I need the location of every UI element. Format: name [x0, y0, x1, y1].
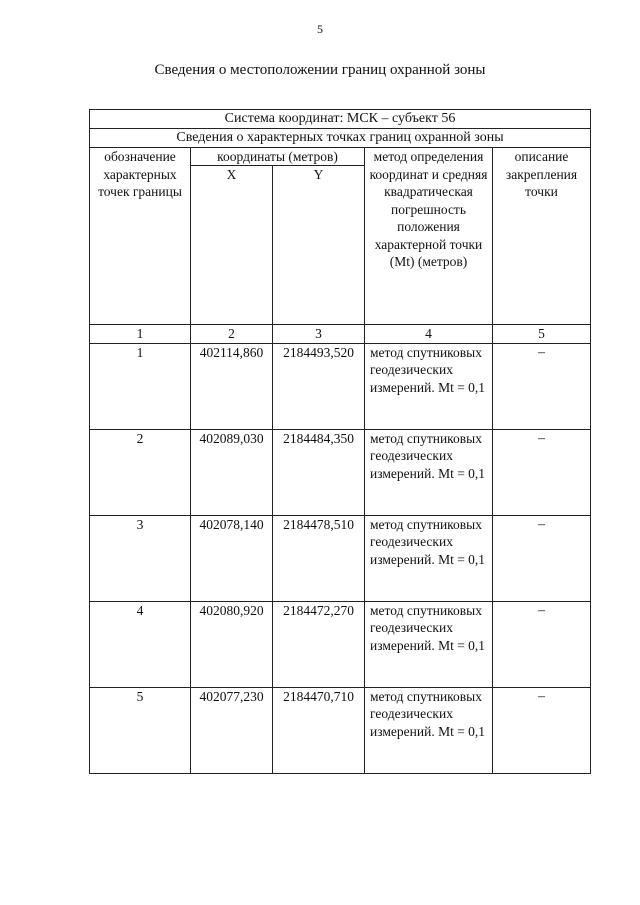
header-point-designation: обозначение характерных точек границы — [90, 148, 191, 325]
y-cell: 2184484,350 — [273, 429, 365, 515]
description-cell: – — [493, 429, 591, 515]
point-cell: 5 — [90, 687, 191, 773]
y-cell: 2184478,510 — [273, 515, 365, 601]
column-number-row — [90, 325, 591, 344]
point-cell: 4 — [90, 601, 191, 687]
coordinate-system-row — [90, 110, 591, 129]
point-cell: 1 — [90, 343, 191, 429]
point-cell: 3 — [90, 515, 191, 601]
x-cell: 402078,140 — [191, 515, 273, 601]
description-cell: – — [493, 343, 591, 429]
header-y: Y — [273, 166, 365, 325]
column-number-5: 5 — [493, 325, 591, 344]
header-row — [90, 148, 591, 166]
point-cell: 2 — [90, 429, 191, 515]
method-cell: метод спутниковых геодезических измерений. Mt = 0,1 — [365, 343, 493, 429]
table-row — [90, 601, 591, 687]
method-cell: метод спутниковых геодезических измерений. Mt = 0,1 — [365, 601, 493, 687]
table-row — [90, 343, 591, 429]
column-number-3: 3 — [273, 325, 365, 344]
coordinate-system-cell: Система координат: МСК – субъект 56 — [90, 110, 591, 129]
page-number: 5 — [317, 22, 323, 36]
y-cell: 2184470,710 — [273, 687, 365, 773]
method-cell: метод спутниковых геодезических измерений. Mt = 0,1 — [365, 429, 493, 515]
method-cell: метод спутниковых геодезических измерений. Mt = 0,1 — [365, 515, 493, 601]
method-cell: метод спутниковых геодезических измерений. Mt = 0,1 — [365, 687, 493, 773]
column-number-1: 1 — [90, 325, 191, 344]
x-cell: 402089,030 — [191, 429, 273, 515]
description-cell: – — [493, 687, 591, 773]
table-row — [90, 515, 591, 601]
document-title: Сведения о местоположении границ охранной зоны — [154, 62, 486, 78]
column-number-2: 2 — [191, 325, 273, 344]
header-coordinates: координаты (метров) — [191, 148, 365, 166]
header-description: описание закрепления точки — [493, 148, 591, 325]
table-row — [90, 429, 591, 515]
table-caption-row — [90, 129, 591, 148]
header-x: X — [191, 166, 273, 325]
y-cell: 2184472,270 — [273, 601, 365, 687]
header-method: метод определения координат и средняя квадратическая погрешность положения характерной точки (Mt) (метров) — [365, 148, 493, 325]
table-caption-cell: Сведения о характерных точках границ охранной зоны — [90, 129, 591, 148]
x-cell: 402077,230 — [191, 687, 273, 773]
coordinates-table — [89, 109, 591, 774]
x-cell: 402080,920 — [191, 601, 273, 687]
table-row — [90, 687, 591, 773]
x-cell: 402114,860 — [191, 343, 273, 429]
description-cell: – — [493, 515, 591, 601]
column-number-4: 4 — [365, 325, 493, 344]
description-cell: – — [493, 601, 591, 687]
y-cell: 2184493,520 — [273, 343, 365, 429]
